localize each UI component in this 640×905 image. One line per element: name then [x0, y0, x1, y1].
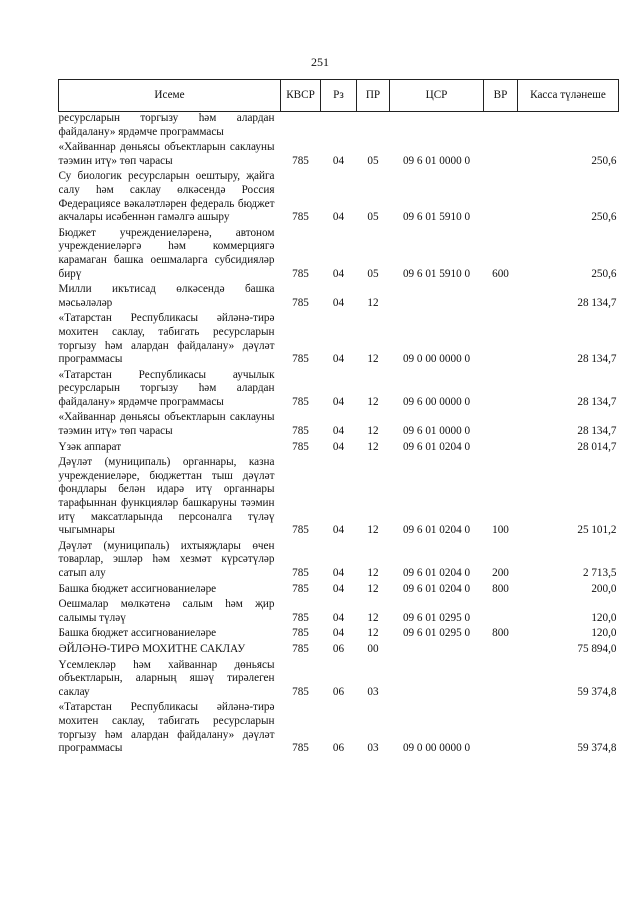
table-row [59, 409, 619, 438]
cell-rz: 04 [332, 353, 345, 366]
table-row [59, 538, 619, 581]
cell-sum: 120,0 [591, 627, 617, 640]
cell-vr: 600 [492, 267, 509, 280]
cell-rz: 04 [332, 425, 345, 438]
cell-sum: 28 014,7 [577, 440, 617, 453]
header-pr: ПР [357, 80, 390, 112]
cell-csr: 09 6 01 0000 0 [402, 154, 471, 167]
cell-kvsr: 785 [292, 353, 309, 366]
table-row [59, 699, 619, 755]
cell-vr: 200 [492, 567, 509, 579]
cell-rz: 04 [332, 154, 345, 167]
cell-csr: 09 6 01 0295 0 [402, 611, 471, 624]
cell-vr [484, 139, 518, 168]
cell-sum: 120,0 [591, 611, 617, 624]
header-vr: ВР [484, 80, 518, 112]
cell-name: Дәүләт (муниципаль) ихтыяҗлары өчен товарлар, эшләр һәм хезмәт күрсәтүләр сатып алу [58, 539, 275, 579]
cell-vr [484, 641, 518, 657]
cell-rz: 04 [332, 267, 345, 280]
table-row [59, 439, 619, 455]
table-row [59, 625, 619, 641]
table-row [59, 454, 619, 538]
cell-pr: 12 [367, 524, 379, 537]
header-rz: Рз [321, 80, 357, 112]
table-row [59, 596, 619, 625]
cell-pr: 12 [367, 567, 379, 579]
cell-kvsr: 785 [292, 642, 309, 655]
cell-vr: 800 [492, 582, 509, 595]
cell-rz: 04 [332, 395, 345, 408]
cell-kvsr: 785 [292, 440, 309, 453]
cell-name: Милли икътисад өлкәсендә башка мәсьәләләр [58, 283, 275, 309]
cell-name: Су биологик ресурсларын оештыру, җайга салу һәм саклау өлкәсендә Россия Федерациясе вәкаләтләрен федераль бюджет акчалары исәбеннән гамәлгә ашыру [58, 170, 275, 224]
cell-csr: 09 6 01 0204 0 [402, 582, 471, 595]
cell-kvsr: 785 [292, 296, 309, 309]
cell-sum: 28 134,7 [577, 425, 617, 438]
cell-rz: 04 [332, 582, 345, 595]
cell-name: Үсемлекләр һәм хайваннар дөньясы объектларын, аларның яшәү тирәлеген саклау [58, 658, 275, 698]
header-name: Исеме [59, 80, 281, 112]
cell-vr [484, 112, 518, 140]
cell-sum: 75 894,0 [577, 642, 617, 655]
cell-pr: 05 [367, 154, 379, 167]
cell-rz: 04 [332, 440, 345, 453]
cell-rz: 06 [332, 685, 345, 698]
cell-kvsr: 785 [292, 685, 309, 698]
cell-rz: 04 [332, 524, 345, 537]
cell-name: «Хайваннар дөньясы объектларын саклауны тәэмин итү» төп чарасы [58, 141, 275, 167]
cell-kvsr: 785 [292, 267, 309, 280]
cell-kvsr: 785 [292, 627, 309, 640]
cell-kvsr [281, 112, 321, 140]
cell-vr [484, 168, 518, 224]
cell-name: ӘЙЛӘНӘ-ТИРӘ МОХИТНЕ САКЛАУ [58, 642, 246, 655]
cell-pr: 12 [367, 296, 379, 309]
cell-name: Оешмалар мөлкәтенә салым һәм җир салымы түләү [58, 598, 275, 624]
cell-csr: 09 6 01 5910 0 [402, 211, 471, 224]
cell-pr: 12 [367, 440, 379, 453]
cell-pr: 12 [367, 611, 379, 624]
cell-sum: 250,6 [591, 154, 617, 167]
table-row [59, 367, 619, 410]
page-number: 251 [311, 55, 329, 69]
cell-csr [390, 657, 484, 700]
cell-pr [357, 112, 390, 140]
cell-kvsr: 785 [292, 567, 309, 579]
cell-sum: 28 134,7 [577, 353, 617, 366]
header-kassa: Касса түләнеше [518, 80, 619, 112]
table-row [59, 310, 619, 366]
cell-vr: 800 [492, 627, 509, 640]
cell-name: Дәүләт (муниципаль) органнары, казна учреждениеләре, бюджеттан тыш дәүләт фондлары белән идарә итү органнары тарафыннан функцияләр башкаруны тәэмин итү максатларында персоналга түләү чыгымнары [58, 456, 275, 537]
header-csr: ЦСР [390, 80, 484, 112]
cell-kvsr: 785 [292, 154, 309, 167]
cell-sum: 200,0 [591, 582, 617, 595]
cell-vr [484, 367, 518, 410]
cell-rz: 04 [332, 296, 345, 309]
cell-pr: 12 [367, 395, 379, 408]
cell-name: «Татарстан Республикасы аучылык ресурсларын торгызу һәм алардан файдалану» ярдәмче программасы [58, 368, 275, 408]
table-row [59, 168, 619, 224]
cell-pr: 03 [367, 742, 379, 755]
budget-table [58, 79, 619, 756]
cell-vr [484, 699, 518, 755]
cell-csr: 09 0 00 0000 0 [402, 353, 471, 366]
cell-rz: 04 [332, 611, 345, 624]
cell-sum [518, 112, 619, 140]
cell-rz: 04 [332, 211, 345, 224]
cell-name: Бюджет учреждениеләренә, автоном учреждениеләргә һәм коммерциягә карамаган башка оешмаларга субсидияләр бирү [58, 226, 275, 280]
cell-pr: 12 [367, 353, 379, 366]
cell-sum: 28 134,7 [577, 395, 617, 408]
cell-csr: 09 6 00 0000 0 [402, 395, 471, 408]
cell-pr: 12 [367, 627, 379, 640]
cell-pr: 03 [367, 685, 379, 698]
cell-pr: 05 [367, 267, 379, 280]
cell-rz: 04 [332, 627, 345, 640]
cell-csr [390, 281, 484, 310]
cell-name: «Хайваннар дөньясы объектларын саклауны тәэмин итү» төп чарасы [58, 411, 275, 438]
cell-vr [484, 439, 518, 455]
cell-rz: 04 [332, 567, 345, 579]
cell-csr: 09 6 01 0204 0 [402, 567, 471, 579]
cell-csr: 09 6 01 0204 0 [402, 440, 471, 453]
cell-kvsr: 785 [292, 524, 309, 537]
cell-name: Үзәк аппарат [58, 440, 122, 453]
cell-csr: 09 6 01 0295 0 [402, 627, 471, 640]
cell-csr: 09 6 01 0204 0 [402, 524, 471, 537]
cell-name: Башка бюджет ассигнованиеләре [58, 582, 217, 595]
header-kvsr: КВСР [281, 80, 321, 112]
table-row [59, 581, 619, 597]
cell-sum: 2 713,5 [582, 567, 617, 579]
cell-vr: 100 [492, 524, 509, 537]
cell-kvsr: 785 [292, 211, 309, 224]
cell-vr [484, 596, 518, 625]
table-row [59, 657, 619, 700]
table-row [59, 641, 619, 657]
table-row [59, 139, 619, 168]
cell-csr [390, 112, 484, 140]
table-row [59, 225, 619, 281]
cell-kvsr: 785 [292, 742, 309, 755]
cell-vr [484, 657, 518, 700]
cell-csr: 09 6 01 0000 0 [402, 425, 471, 438]
table-body [59, 112, 619, 756]
cell-kvsr: 785 [292, 425, 309, 438]
cell-sum: 59 374,8 [577, 742, 617, 755]
cell-rz [321, 112, 357, 140]
table-row [59, 112, 619, 140]
cell-pr: 12 [367, 582, 379, 595]
table-header [59, 80, 619, 112]
cell-name: «Татарстан Республикасы әйләнә-тирә мохитен саклау, табигать ресурсларын торгызу һәм алардан файдалану» дәүләт программасы [58, 701, 275, 755]
cell-pr: 12 [367, 425, 379, 438]
cell-sum: 59 374,8 [577, 685, 617, 698]
table-row [59, 281, 619, 310]
cell-csr: 09 6 01 5910 0 [402, 267, 471, 280]
cell-pr: 05 [367, 211, 379, 224]
cell-csr [390, 641, 484, 657]
cell-rz: 06 [332, 642, 345, 655]
cell-sum: 25 101,2 [577, 524, 617, 537]
cell-sum: 250,6 [591, 267, 617, 280]
cell-kvsr: 785 [292, 611, 309, 624]
cell-kvsr: 785 [292, 395, 309, 408]
cell-rz: 06 [332, 742, 345, 755]
cell-sum: 250,6 [591, 211, 617, 224]
cell-vr [484, 409, 518, 438]
cell-csr: 09 0 00 0000 0 [402, 742, 471, 755]
cell-vr [484, 281, 518, 310]
cell-pr: 00 [367, 642, 379, 655]
cell-vr [484, 310, 518, 366]
cell-kvsr: 785 [292, 582, 309, 595]
cell-name: ресурсларын торгызу һәм алардан файдалану» ярдәмче программасы [58, 112, 275, 138]
cell-name: «Татарстан Республикасы әйләнә-тирә мохитен саклау, табигать ресурсларын торгызу һәм алардан файдалану» дәүләт программасы [58, 312, 275, 366]
cell-sum: 28 134,7 [577, 296, 617, 309]
cell-name: Башка бюджет ассигнованиеләре [58, 627, 217, 640]
